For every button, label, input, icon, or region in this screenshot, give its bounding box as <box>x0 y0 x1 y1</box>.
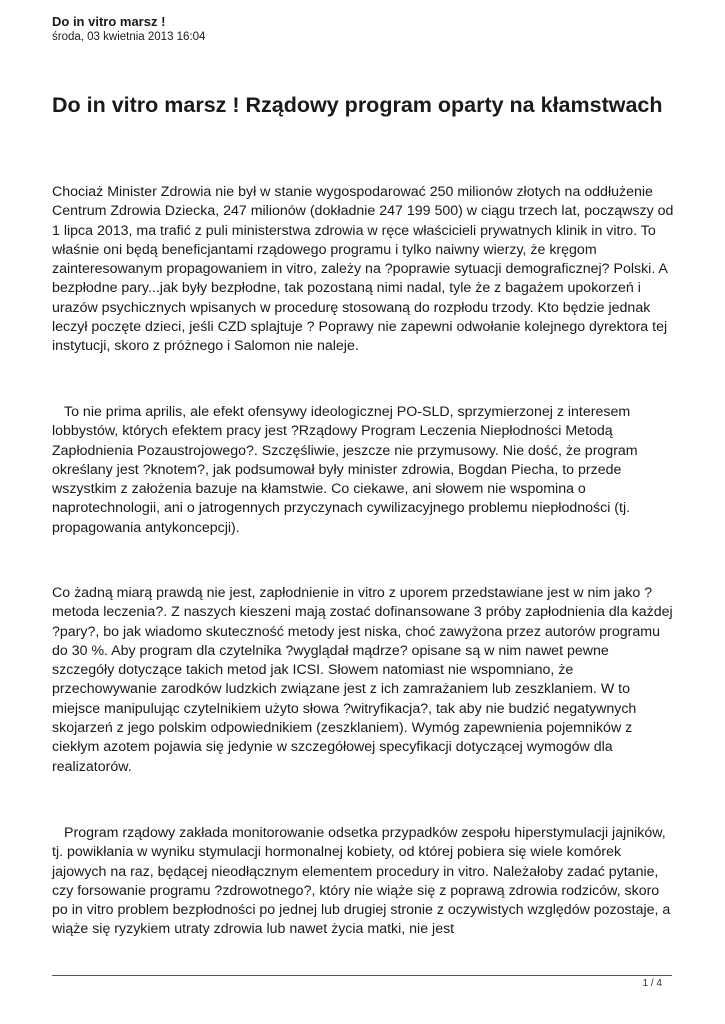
header-date: środa, 03 kwietnia 2013 16:04 <box>52 31 206 43</box>
footer-divider <box>52 975 672 976</box>
article-title: Do in vitro marsz ! Rządowy program oparty na kłamstwach <box>52 93 663 117</box>
article-paragraph: Chociaż Minister Zdrowia nie był w stanie wygospodarować 250 milionów złotych na oddłużenie Centrum Zdrowia Dziecka, 247 milionów (dokładnie 247 199 500) w ciągu trzech lat, począwszy od 1 lipca 2013, ma trafić z puli ministerstwa zdrowia w ręce właścicieli prywatnych klinik in vitro. To właśnie oni będą beneficjantami rządowego programu i tylko naiwny wierzy, że kręgom zainteresowanym propagowaniem in vitro, zależy na ?poprawie sytuacji demograficznej? Polski. A bezpłodne pary...jak były bezpłodne, tak pozostaną nimi nadal, tyle że z bagażem upokorzeń i urazów psychicznych wpisanych w procedurę stosowaną do rozpłodu trzody. Kto będzie jednak leczył poczęte dzieci, jeśli CZD splajtuje ? Poprawy nie zapewni odwołanie kolejnego dyrektora tej instytucji, skoro z próżnego i Salomon nie naleje. <box>52 184 674 355</box>
header-title: Do in vitro marsz ! <box>52 14 166 29</box>
page-header <box>52 14 205 45</box>
page-number: 1 / 4 <box>642 978 662 989</box>
article-paragraph: Co żadną miarą prawdą nie jest, zapłodnienie in vitro z uporem przedstawiane jest w nim jako ?metoda leczenia?. Z naszych kieszeni mają zostać dofinansowane 3 próby zapłodnienia dla każdej ?pary?, bo jak wiadomo skuteczność metody jest niska, choć zawyżona przez autorów programu do 30 %. Aby program dla czytelnika ?wyglądał mądrze? opisane są w nim nawet pewne szczegóły dotyczące takich metod jak ICSI. Słowem natomiast nie wspomniano, że przechowywanie zarodków ludzkich związane jest z ich zamrażaniem lub zeszklaniem. W to miejsce manipulując czytelnikiem użyto słowa ?witryfikacja?, tak aby nie budzić negatywnych skojarzeń z jego polskim odpowiednikiem (zeszklaniem). Wymóg zapewnienia pojemników z ciekłym azotem pojawia się jedynie w szczegółowej specyfikacji dotyczącej wymogów dla realizatorów. <box>52 585 673 775</box>
article-paragraph: To nie prima aprilis, ale efekt ofensywy ideologicznej PO-SLD, sprzymierzonej z interesem lobbystów, których efektem pracy jest ?Rządowy Program Leczenia Niepłodności Metodą Zapłodnienia Pozaustrojowego?. Szczęśliwie, jeszcze nie przymusowy. Nie dość, że program określany jest ?knotem?, jak podsumował były minister zdrowia, Bogdan Piecha, to przede wszystkim z założenia bazuje na kłamstwie. Co ciekawe, ani słowem nie wspomina o naprotechnologii, ani o jatrogennych przyczynach cywilizacyjnego problemu niepłodności (tj. propagowania antykoncepcji). <box>52 404 638 536</box>
article-paragraph: Program rządowy zakłada monitorowanie odsetka przypadków zespołu hiperstymulacji jajników, tj. powikłania w wyniku stymulacji hormonalnej kobiety, od której pobiera się wiele komórek jajowych na raz, będącej nieodłącznym elementem procedury in vitro. Należałoby zadać pytanie, czy forsowanie programu ?zdrowotnego?, który nie wiąże się z poprawą zdrowia rodziców, skoro po in vitro problem bezpłodności po jednej lub drugiej stronie z oczywistych względów pozostaje, a wiąże się ryzykiem utraty zdrowia lub nawet życia matki, nie jest <box>52 825 671 938</box>
